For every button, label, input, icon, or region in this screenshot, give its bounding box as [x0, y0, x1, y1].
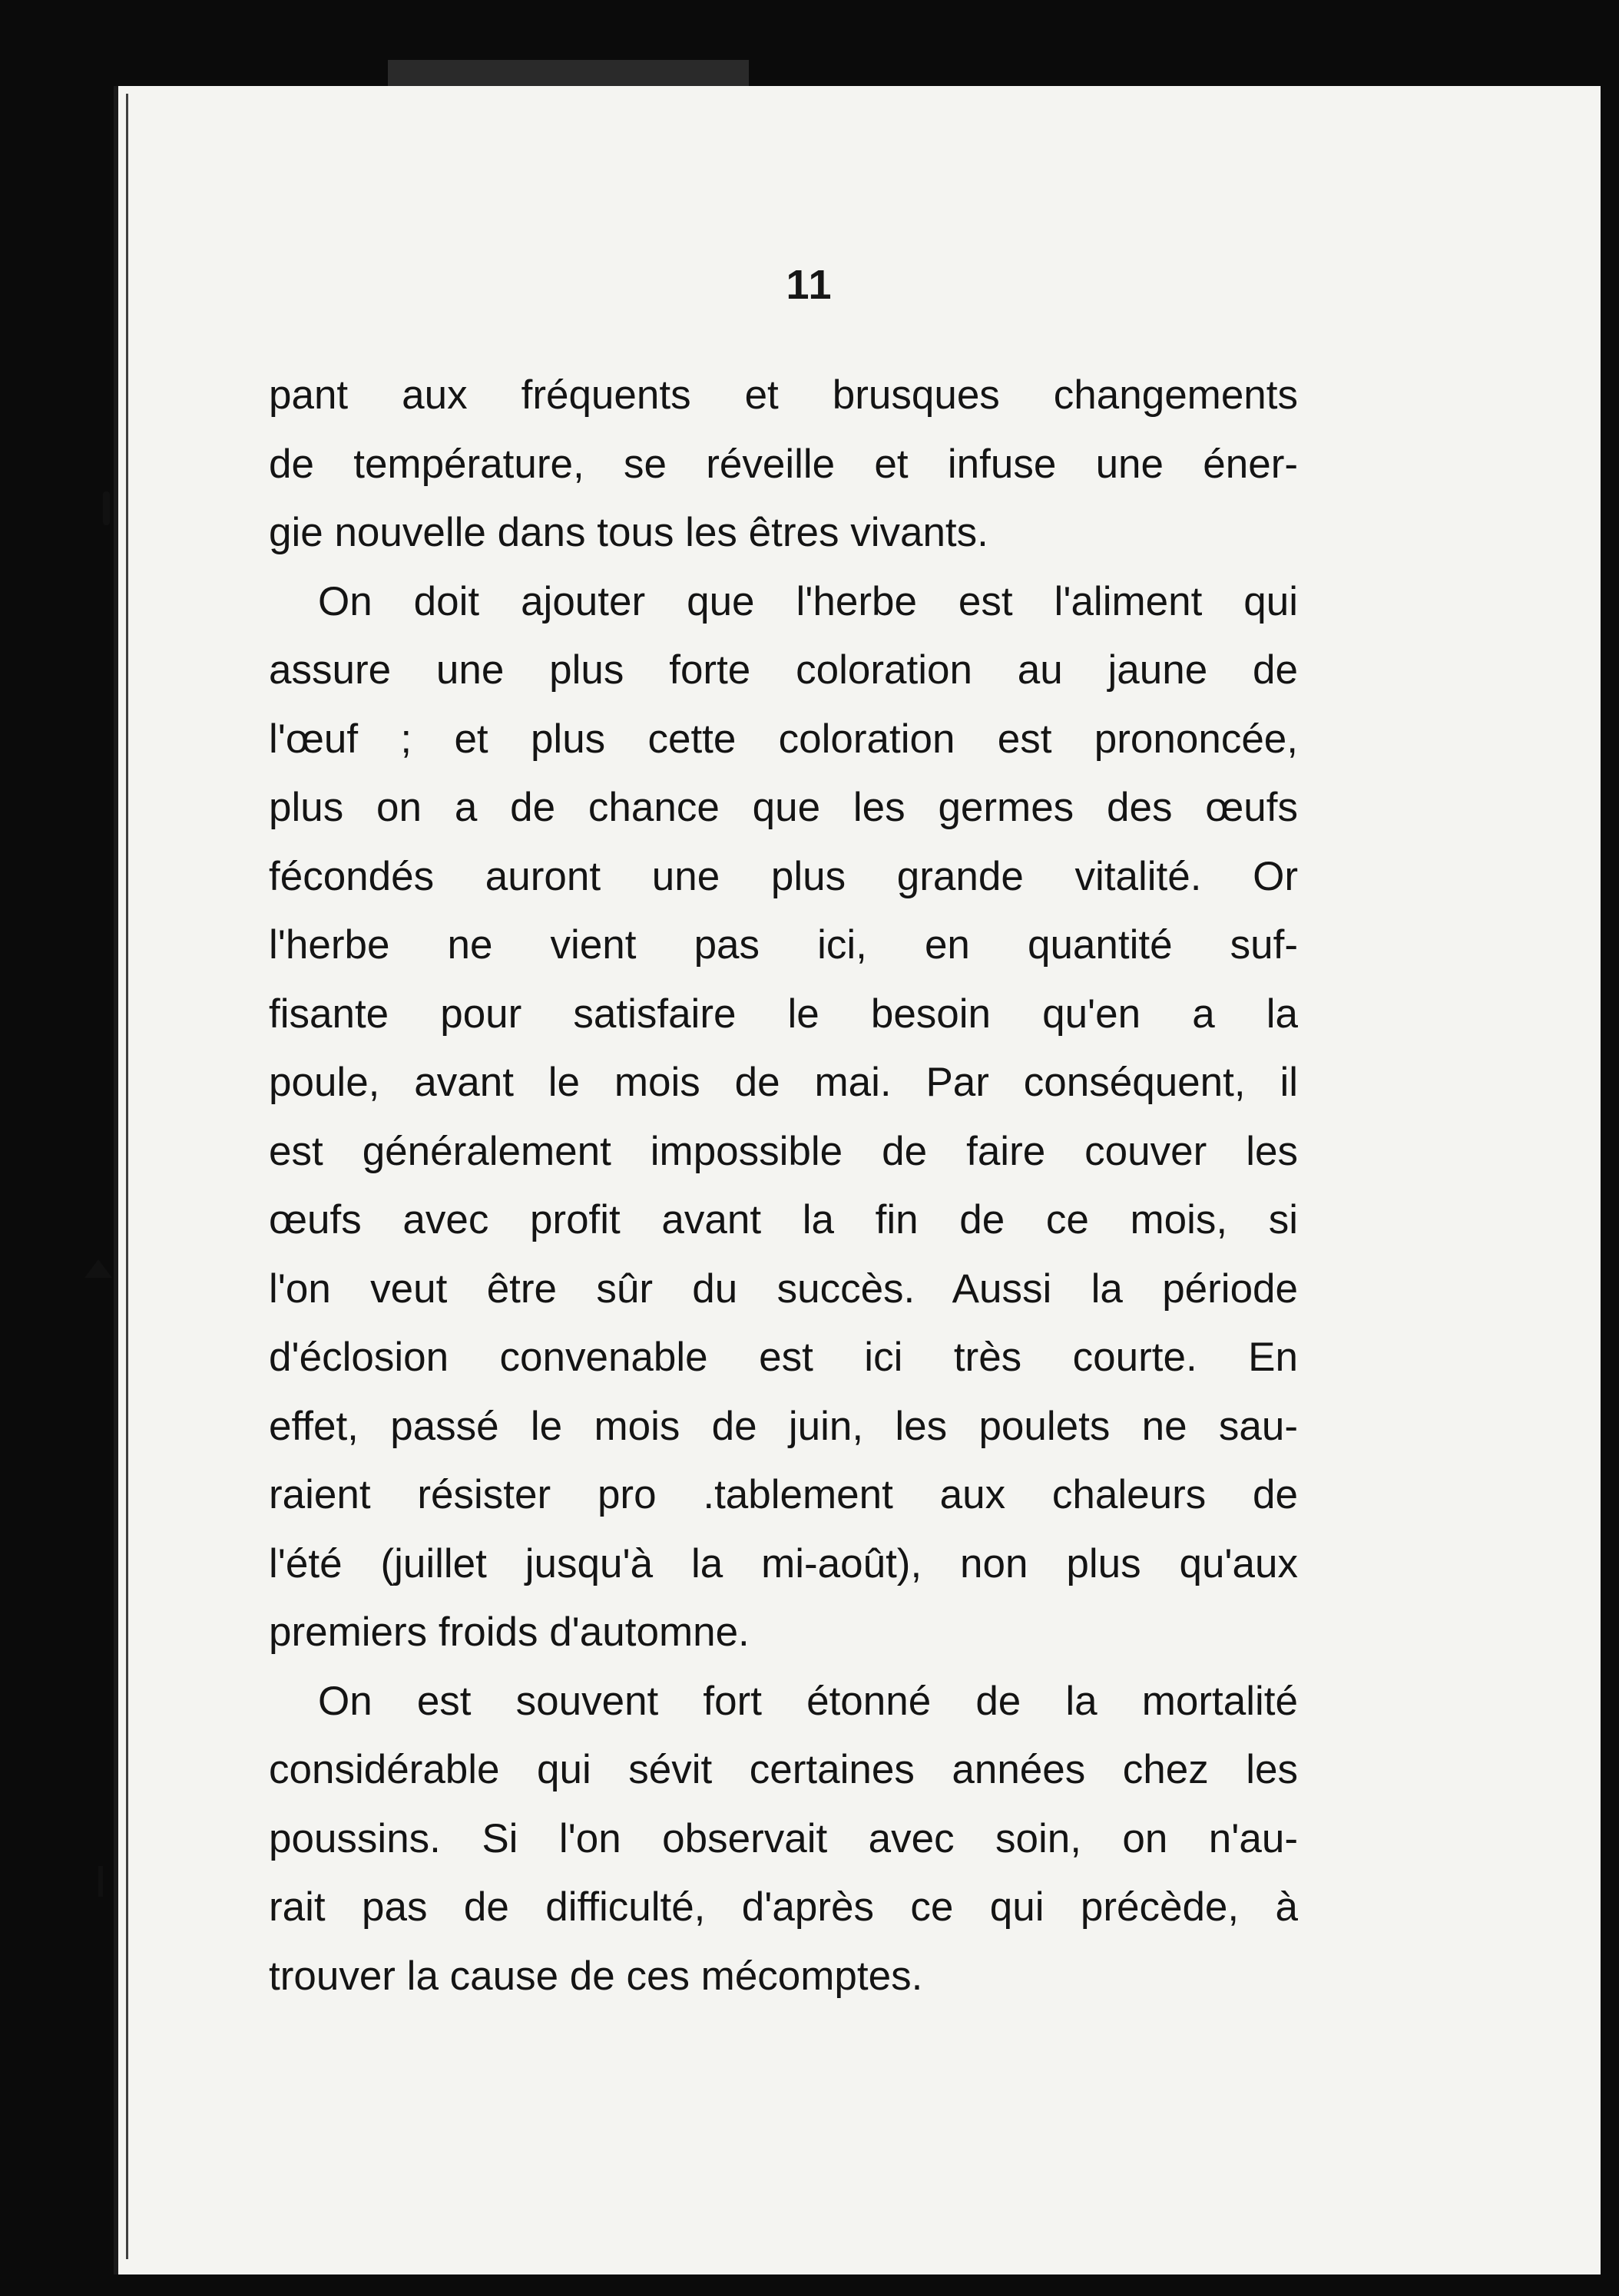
text-line: l'œuf ; et plus cette coloration est prononcée, [269, 716, 1298, 762]
text-line: On est souvent fort étonné de la mortalité [318, 1678, 1298, 1724]
scan-artifact-mark [84, 1259, 112, 1278]
text-line: fisante pour satisfaire le besoin qu'en a la [269, 991, 1298, 1037]
text-line: assure une plus forte coloration au jaune de [269, 647, 1298, 693]
text-line: de température, se réveille et infuse une éner- [269, 441, 1298, 487]
text-line: est généralement impossible de faire couver les [269, 1128, 1298, 1174]
text-line: plus on a de chance que les germes des œufs [269, 785, 1298, 830]
text-line: œufs avec profit avant la fin de ce mois, si [269, 1197, 1298, 1242]
text-line: l'on veut être sûr du succès. Aussi la période [269, 1265, 1298, 1312]
page-number: 11 [786, 262, 833, 308]
scan-artifact-mark [103, 491, 110, 525]
text-line: l'été (juillet jusqu'à la mi-août), non plus qu'aux [269, 1540, 1298, 1586]
paragraph [269, 567, 1298, 1667]
text-line: pant aux fréquents et brusques changements [269, 372, 1298, 418]
paragraph [269, 1667, 1298, 2011]
text-line: premiers froids d'automne. [269, 1610, 750, 1655]
text-line: considérable qui sévit certaines années chez les [269, 1747, 1298, 1792]
text-line: poule, avant le mois de mai. Par conséquent, il [269, 1060, 1298, 1105]
scan-top-edge [388, 60, 749, 88]
text-line: On doit ajouter que l'herbe est l'aliment qui [318, 578, 1298, 624]
text-line: rait pas de difficulté, d'après ce qui précède, à [269, 1884, 1298, 1930]
text-line: l'herbe ne vient pas ici, en quantité suf- [269, 922, 1298, 968]
text-line: trouver la cause de ces mécomptes. [269, 1953, 923, 1999]
text-line: raient résister pro .tablement aux chaleurs de [269, 1472, 1298, 1517]
text-line: fécondés auront une plus grande vitalité. Or [269, 853, 1298, 899]
text-line: effet, passé le mois de juin, les poulets ne sau- [269, 1403, 1298, 1449]
scan-artifact-mark [98, 1866, 103, 1897]
text-line: poussins. Si l'on observait avec soin, on n'au- [269, 1815, 1298, 1861]
text-line: d'éclosion convenable est ici très courte. En [269, 1335, 1298, 1380]
body-text [269, 361, 1298, 2010]
text-line: gie nouvelle dans tous les êtres vivants. [269, 510, 988, 555]
page-binding-edge [126, 94, 128, 2259]
paragraph [269, 361, 1298, 567]
